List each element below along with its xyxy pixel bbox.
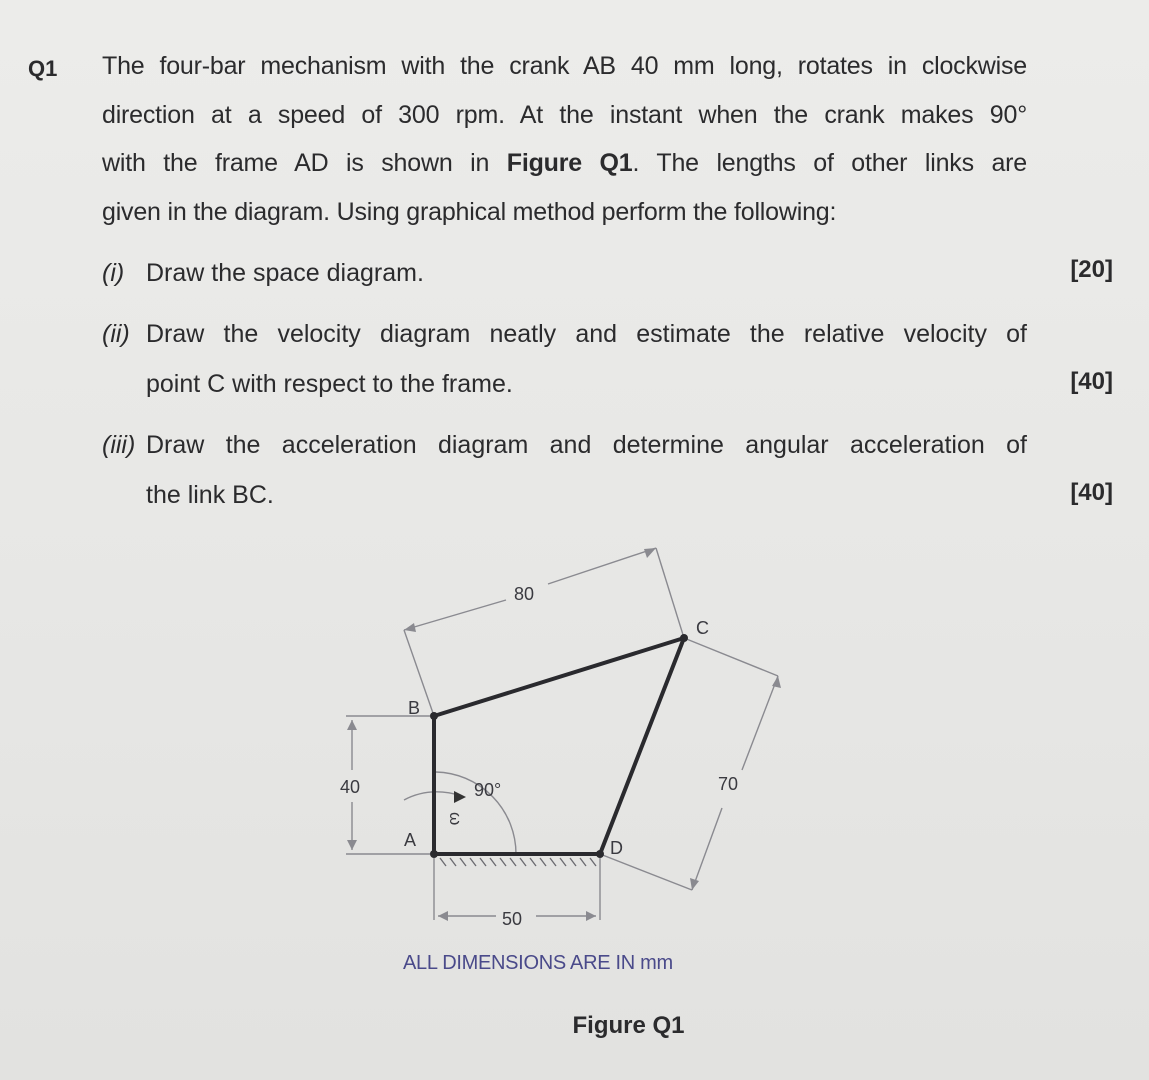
mechanism-links bbox=[434, 638, 684, 854]
arrow-ad-right bbox=[586, 911, 596, 921]
arrow-cd-top bbox=[772, 676, 781, 688]
question-line-2: direction at a speed of 300 rpm. At the instant when the crank makes 90° bbox=[102, 100, 1027, 129]
cd-dim-line-bottom bbox=[692, 808, 722, 890]
question-line-3-head: with the frame AD is shown in bbox=[102, 149, 507, 177]
part-ii-text-2: point C with respect to the frame. bbox=[146, 370, 513, 398]
part-i-mark: [20] bbox=[1070, 256, 1113, 283]
part-i-text: Draw the space diagram. bbox=[146, 259, 424, 287]
joint-d bbox=[596, 850, 604, 858]
label-c: C bbox=[696, 618, 709, 638]
arrow-ab-bottom bbox=[347, 840, 357, 850]
cd-extension-d bbox=[600, 854, 692, 890]
question-line-1: The four-bar mechanism with the crank AB 40 mm long, rotates in clockwise bbox=[102, 52, 1027, 80]
part-iii-text-2: the link BC. bbox=[146, 481, 274, 509]
figure-reference: Figure Q1 bbox=[506, 149, 633, 177]
part-ii-mark: [40] bbox=[1070, 368, 1113, 395]
arrow-ab-top bbox=[347, 720, 357, 730]
arrow-bc-right bbox=[644, 548, 656, 558]
label-70: 70 bbox=[718, 774, 739, 794]
omega-arrow-head bbox=[454, 791, 466, 803]
arrow-bc-left bbox=[404, 623, 416, 632]
part-iii-mark: [40] bbox=[1070, 479, 1113, 506]
label-a: A bbox=[404, 830, 417, 850]
question-line-4: given in the diagram. Using graphical method perform the following: bbox=[102, 197, 837, 226]
label-d: D bbox=[610, 838, 623, 858]
part-ii-label: (ii) bbox=[102, 320, 130, 348]
link-cd bbox=[600, 638, 684, 854]
dimensions-note: ALL DIMENSIONS ARE IN mm bbox=[403, 952, 673, 974]
label-angle: 90° bbox=[474, 780, 502, 800]
ground-hatching bbox=[440, 858, 596, 866]
arrow-cd-bottom bbox=[690, 878, 699, 890]
label-omega: ω bbox=[446, 812, 465, 826]
joints bbox=[430, 634, 688, 858]
bc-extension-c bbox=[656, 548, 684, 638]
part-iii-text-1: Draw the acceleration diagram and determine angular acceleration of bbox=[146, 431, 1027, 459]
label-50: 50 bbox=[502, 909, 523, 929]
arrow-ad-left bbox=[438, 911, 448, 921]
bc-dim-line-left bbox=[404, 600, 506, 630]
label-40: 40 bbox=[340, 777, 361, 797]
figure-caption: Figure Q1 bbox=[572, 1012, 685, 1039]
part-i-label: (i) bbox=[102, 259, 125, 287]
dimension-lines bbox=[346, 548, 778, 920]
figure-labels bbox=[340, 584, 738, 929]
cd-dim-line-top bbox=[742, 676, 778, 770]
dimension-arrows bbox=[347, 548, 781, 921]
link-bc bbox=[434, 638, 684, 716]
label-b: B bbox=[408, 698, 421, 718]
part-ii-text-1: Draw the velocity diagram neatly and estimate the relative velocity of bbox=[146, 320, 1027, 348]
label-80: 80 bbox=[514, 584, 535, 604]
question-line-3-tail: . The lengths of other links are bbox=[632, 149, 1027, 177]
part-iii-label: (iii) bbox=[102, 431, 136, 459]
question-number: Q1 bbox=[28, 56, 58, 81]
joint-c bbox=[680, 634, 688, 642]
bc-dim-line-right bbox=[548, 548, 656, 584]
joint-a bbox=[430, 850, 438, 858]
joint-b bbox=[430, 712, 438, 720]
cd-extension-c bbox=[684, 638, 778, 676]
